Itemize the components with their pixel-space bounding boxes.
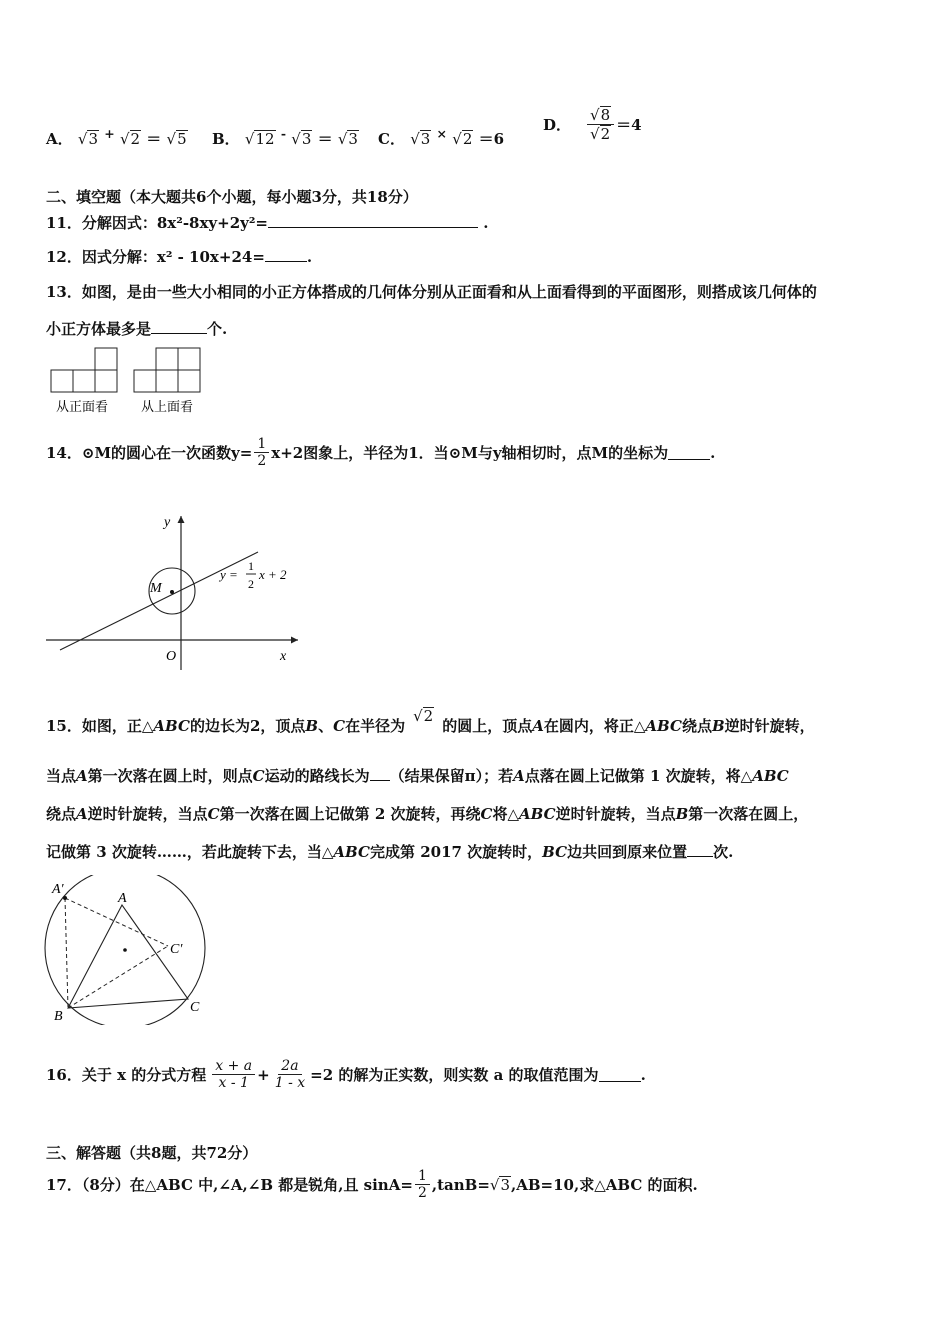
question-13-line1: 13．如图，是由一些大小相同的小正方体搭成的几何体分别从正面看和从上面看得到的平面图形，则搭成该几何体的 bbox=[46, 283, 817, 301]
circle-center bbox=[123, 948, 127, 952]
q14-graph-figure bbox=[46, 510, 306, 670]
option-b: B． √12 - √3 ＝ √3 bbox=[212, 126, 358, 148]
option-a: A． √3 + √2 ＝ √5 bbox=[46, 126, 187, 148]
label-top-view: 从上面看 bbox=[141, 399, 194, 414]
question-17: 17．（8分）在△ABC 中,∠A,∠B 都是锐角,且 sinA= $\frac{1}{2}$ ,tanB= √3 ,AB=10,求△ABC 的面积. bbox=[46, 1168, 698, 1202]
svg-text:y =: y = bbox=[220, 567, 238, 582]
svg-text:x: x bbox=[280, 649, 287, 664]
question-14: 14．⊙M的圆心在一次函数y= $\frac{1}{2}$ x+2图象上，半径为1．当⊙M与y轴相切时，点M的坐标为 . bbox=[46, 436, 716, 470]
option-c: C． √3 × √2 ＝6 bbox=[378, 126, 505, 148]
svg-text:O: O bbox=[166, 649, 177, 664]
q13-views-figure bbox=[46, 345, 216, 420]
option-d: D． $\frac{√8}{√2}$ ＝4 bbox=[543, 106, 642, 144]
question-16: 16．关于 x 的分式方程 $\frac{x + a}{x - 1}$ + $\frac{2a}{1 - x}$ =2 的解为正实数，则实数 a 的取值范围为 . bbox=[46, 1058, 646, 1092]
svg-text:C: C bbox=[190, 1000, 200, 1015]
section-3-title: 三、解答题（共8题，共72分） bbox=[46, 1144, 258, 1162]
svg-text:C′: C′ bbox=[170, 942, 183, 957]
svg-text:B: B bbox=[54, 1009, 63, 1024]
question-15-line1: 15．如图，正△ ABC 的边长为2，顶点 B 、 C 在半径为 √2 的圆上，顶点 A 在圆内，将正△ ABC 绕点 B 逆时针旋转， bbox=[46, 706, 815, 735]
svg-text:x + 2: x + 2 bbox=[259, 567, 287, 582]
svg-text:M: M bbox=[150, 581, 162, 596]
question-11: 11．分解因式：8x²-8xy+2y²= . bbox=[46, 214, 489, 232]
label-front-view: 从正面看 bbox=[56, 399, 109, 414]
question-15-line3: 绕点A逆时针旋转，当点C第一次落在圆上记做第 2 次旋转，再绕C将△ABC逆时针旋转，当点B第一次落在圆上， bbox=[46, 805, 809, 823]
question-12: 12．因式分解：x² - 10x+24= . bbox=[46, 248, 313, 266]
svg-text:A′: A′ bbox=[52, 882, 64, 897]
svg-text:A: A bbox=[118, 891, 127, 906]
question-15-line2: 当点A第一次落在圆上时，则点C运动的路线长为 （结果保留π）；若A点落在圆上记做第 1 次旋转，将△ABC bbox=[46, 767, 789, 785]
svg-text:2: 2 bbox=[248, 577, 254, 591]
center-m bbox=[170, 590, 174, 594]
svg-text:1: 1 bbox=[248, 559, 254, 573]
svg-text:y: y bbox=[164, 515, 171, 530]
q15-circle-figure bbox=[40, 875, 220, 1025]
section-2-title: 二、填空题（本大题共6个小题，每小题3分，共18分） bbox=[46, 188, 418, 206]
question-15-line4: 记做第 3 次旋转……，若此旋转下去，当△ABC完成第 2017 次旋转时，BC边共回到原来位置 次. bbox=[46, 843, 734, 861]
question-13-line2: 小正方体最多是 个. bbox=[46, 320, 228, 338]
